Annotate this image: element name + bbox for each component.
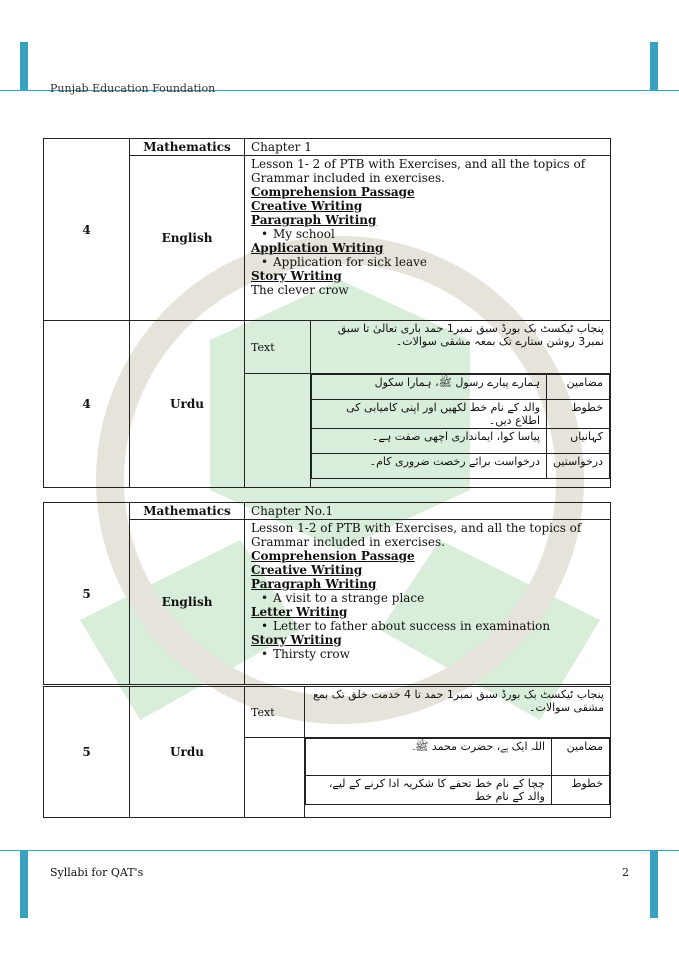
grade4-english-subject: English	[130, 156, 245, 321]
grade4-heading-story: Story Writing	[251, 269, 342, 283]
grade4-number: 4	[44, 139, 130, 321]
grade5-urdu-r2-label: خطوط	[552, 776, 610, 805]
grade5-math-row	[44, 503, 611, 520]
grade4-english-content	[245, 156, 611, 321]
top-right-bar	[650, 42, 658, 90]
grade4-math-subject: Mathematics	[130, 139, 245, 156]
grade5-heading-letter: Letter Writing	[251, 605, 348, 619]
grade5-bullet-visit: • A visit to a strange place	[251, 591, 604, 605]
grade4-urdu-text-label: Text	[245, 321, 311, 374]
grade4-urdu-r4: درخواست برائے رخصت ضروری کام۔	[312, 454, 547, 479]
grade4-urdu-r3: پیاسا کوا، ایمانداری اچھی صفت ہے۔	[312, 429, 547, 454]
grade5-english-intro: Lesson 1-2 of PTB with Exercises, and all the topics of Grammar included in exercises.	[251, 521, 582, 549]
grade5-urdu-text-label: Text	[245, 687, 305, 738]
footer-line	[0, 850, 679, 851]
grade5-bullet-letter: • Letter to father about success in examination	[251, 619, 604, 633]
grade4-urdu-r3-label: کہانیاں	[547, 429, 610, 454]
grade5-urdu-text: پنجاب ٹیکسٹ بک بورڈ سبق نمبر1 حمد تا 4 خدمت خلق تک بمع مشقی سوالات۔	[305, 687, 611, 738]
bottom-right-bar	[650, 850, 658, 918]
grade4-math-content: Chapter 1	[245, 139, 611, 156]
grade4-urdu-r1-label: مضامین	[547, 375, 610, 400]
header-org: Punjab Education Foundation	[50, 82, 216, 95]
grade4-bullet-school: • My school	[251, 227, 604, 241]
grade5-heading-creative: Creative Writing	[251, 563, 363, 577]
grade4-english-row	[44, 156, 611, 321]
grade5-urdu-subject: Urdu	[130, 687, 245, 818]
grade5-table	[43, 502, 611, 685]
grade5-math-subject: Mathematics	[130, 503, 245, 520]
grade4-urdu-number: 4	[44, 321, 130, 488]
grade4-urdu-subject: Urdu	[130, 321, 245, 488]
grade4-table	[43, 138, 611, 321]
grade4-heading-paragraph: Paragraph Writing	[251, 213, 377, 227]
footer-title: Syllabi for QAT's	[50, 866, 144, 879]
grade5-urdu-blank	[245, 738, 305, 818]
grade4-urdu-r2-label: خطوط	[547, 400, 610, 429]
grade4-heading-application: Application Writing	[251, 241, 384, 255]
grade5-math-content: Chapter No.1	[245, 503, 611, 520]
grade5-english-subject: English	[130, 520, 245, 685]
grade4-urdu-r1: ہمارے پیارے رسول ﷺ، ہمارا سکول	[312, 375, 547, 400]
grade5-english-row	[44, 520, 611, 685]
grade4-bullet-leave: • Application for sick leave	[251, 255, 604, 269]
grade4-urdu-inner-table	[311, 374, 610, 479]
grade5-bullet-crow: • Thirsty crow	[251, 647, 604, 661]
grade4-heading-creative: Creative Writing	[251, 199, 363, 213]
grade4-urdu-text: پنجاب ٹیکسٹ بک بورڈ سبق نمبر1 حمد باری تعالیٰ تا سبق نمبر3 روشن ستارے تک بمعہ مشقی سوالات۔	[311, 321, 611, 374]
bottom-left-bar	[20, 850, 28, 918]
grade4-urdu-detail	[311, 374, 611, 488]
grade4-urdu-r4-label: درخواستیں	[547, 454, 610, 479]
grade5-heading-story: Story Writing	[251, 633, 342, 647]
grade5-heading-comprehension: Comprehension Passage	[251, 549, 415, 563]
grade5-heading-paragraph: Paragraph Writing	[251, 577, 377, 591]
grade5-urdu-r1: اللہ ایک ہے، حضرت محمد ﷺ۔	[306, 739, 552, 776]
grade5-number: 5	[44, 503, 130, 685]
grade5-urdu-inner-table	[305, 738, 610, 805]
grade4-urdu-r2: والد کے نام خط لکھیں اور اپنی کامیابی کی اطلاع دیں۔	[312, 400, 547, 429]
grade4-english-intro: Lesson 1- 2 of PTB with Exercises, and all the topics of Grammar included in exercises.	[251, 157, 586, 185]
grade4-story-title: The clever crow	[251, 283, 349, 297]
grade5-urdu-detail	[305, 738, 611, 818]
top-left-bar	[20, 42, 28, 90]
grade5-urdu-table	[43, 686, 611, 818]
grade5-urdu-number: 5	[44, 687, 130, 818]
page-number: 2	[622, 866, 629, 879]
grade5-english-content	[245, 520, 611, 685]
grade4-math-row	[44, 139, 611, 156]
grade5-urdu-r1-label: مضامین	[552, 739, 610, 776]
grade4-urdu-table	[43, 320, 611, 488]
grade5-urdu-r2: چچا کے نام خط تحفے کا شکریہ ادا کرنے کے لیے، والد کے نام خط	[306, 776, 552, 805]
grade4-urdu-blank	[245, 374, 311, 488]
grade4-heading-comprehension: Comprehension Passage	[251, 185, 415, 199]
